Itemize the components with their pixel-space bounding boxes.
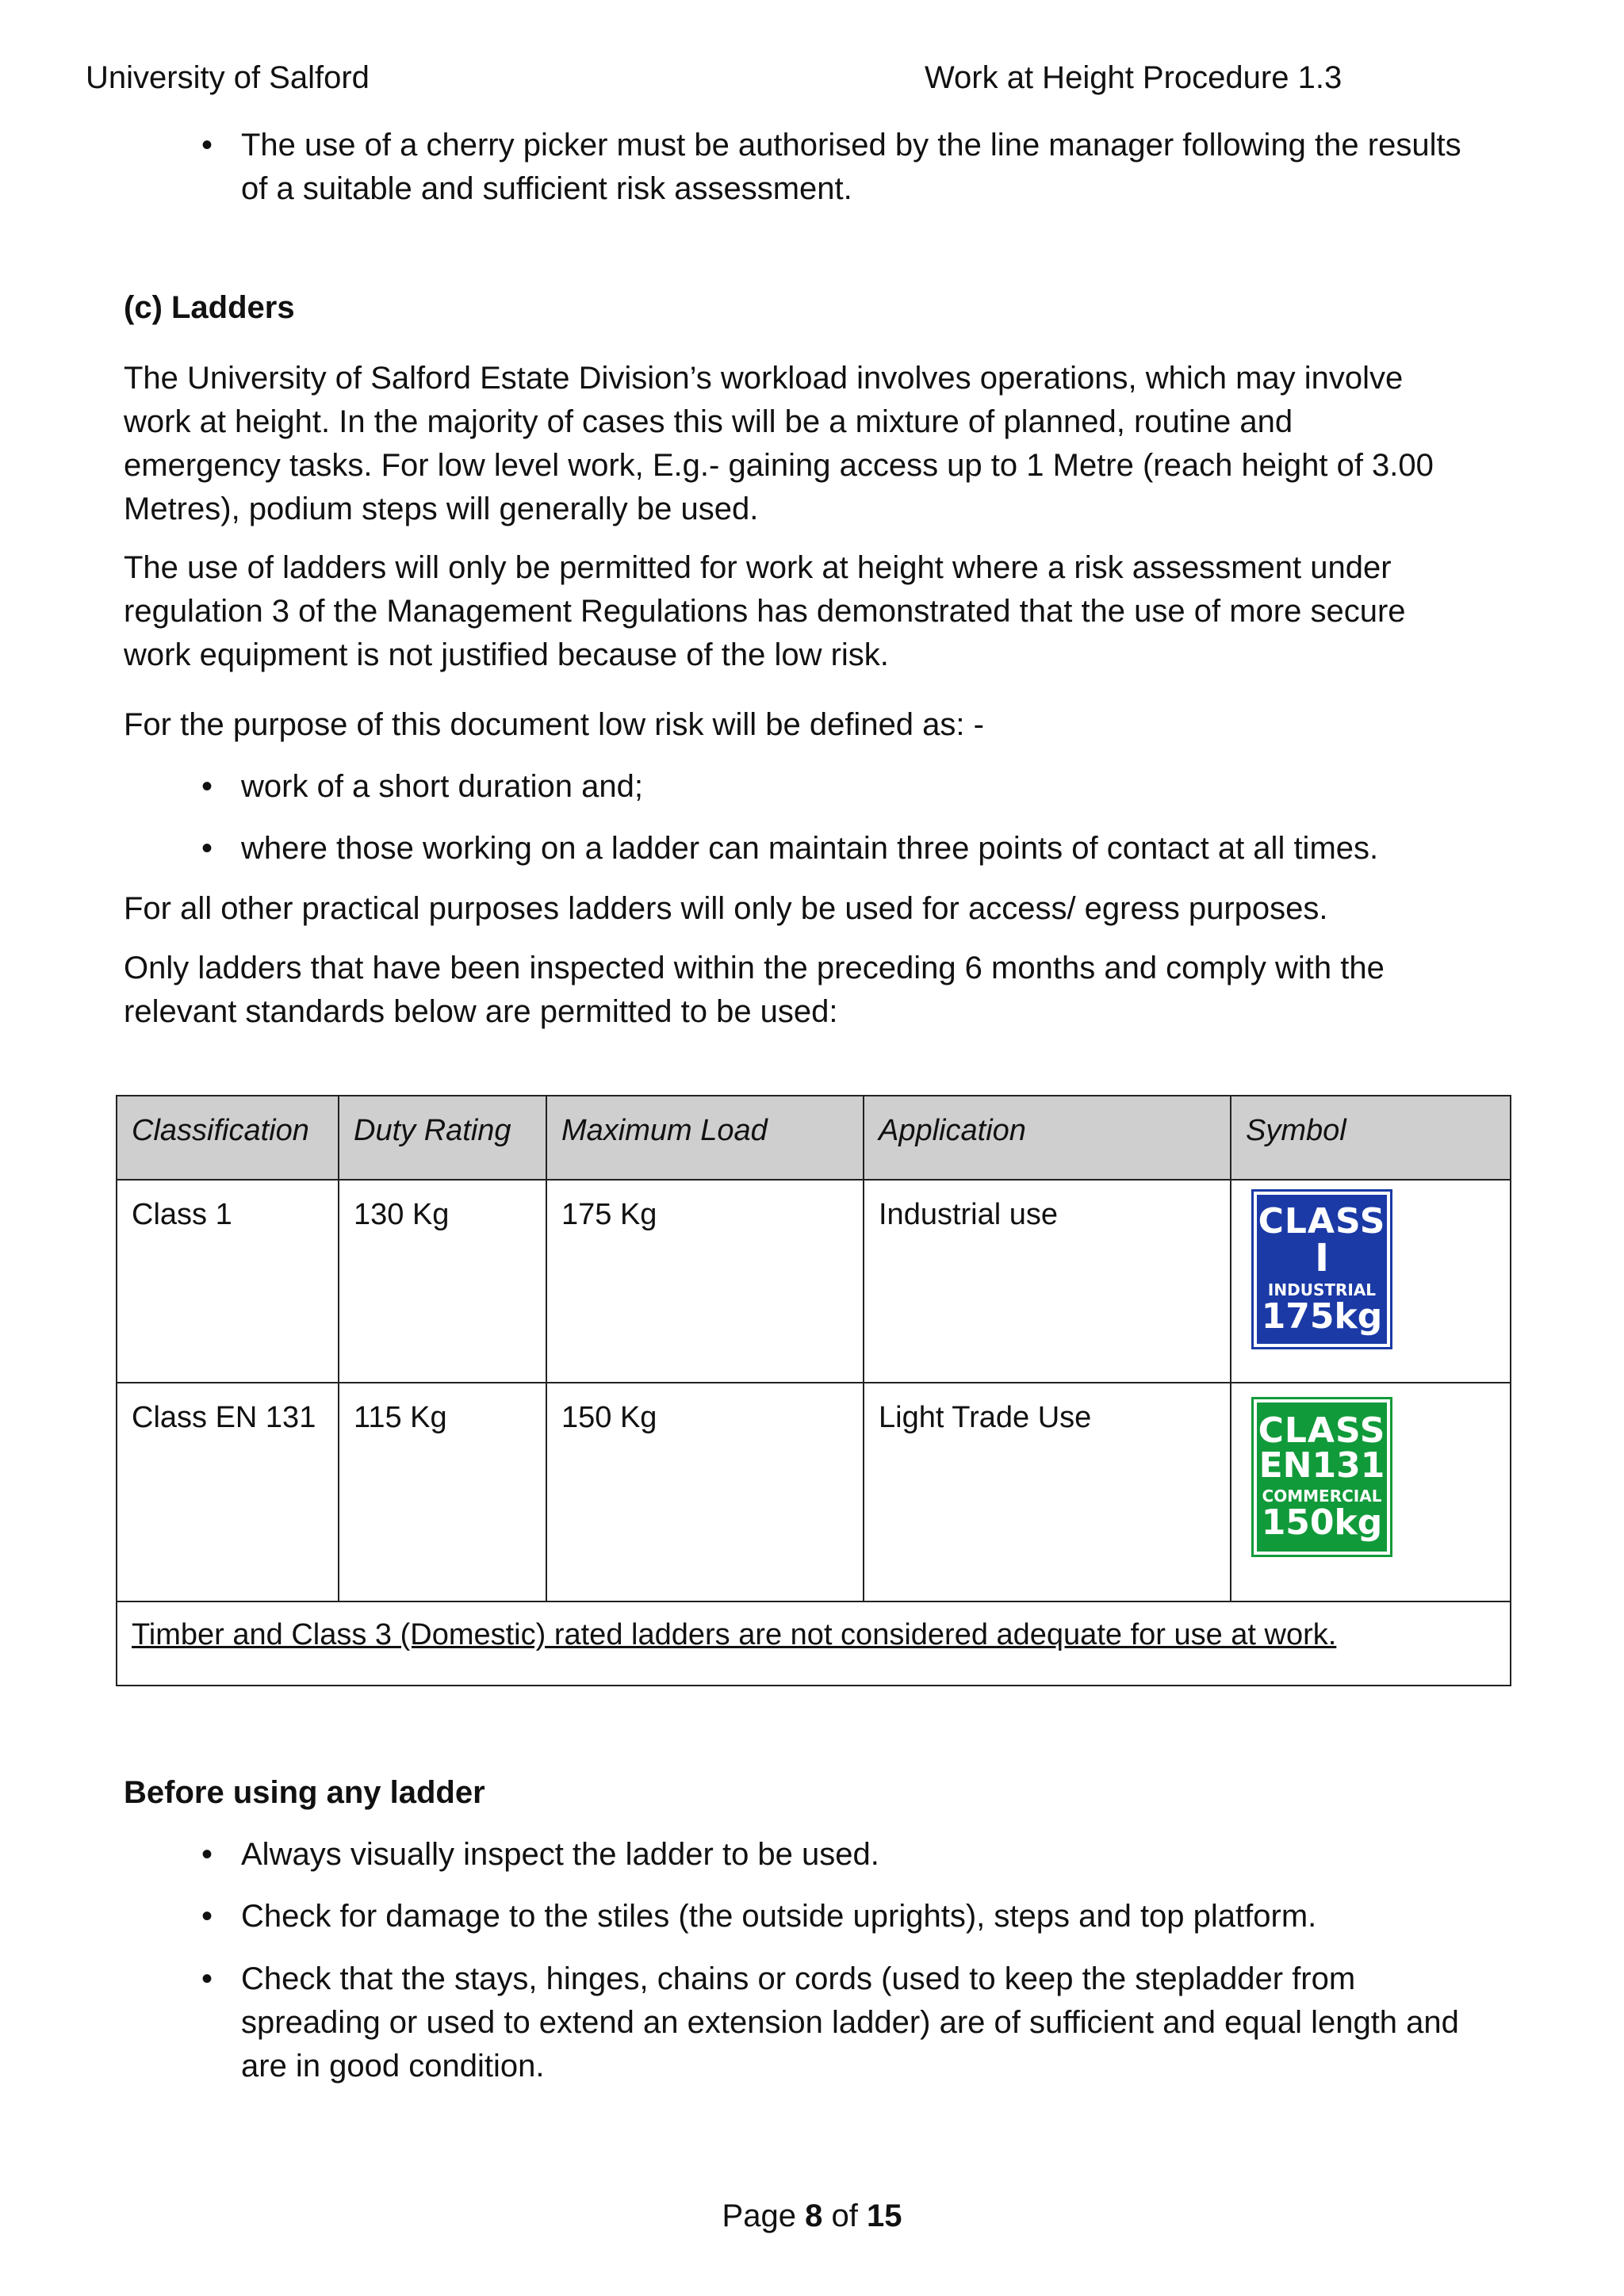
bullet-icon: • [201, 769, 213, 804]
bullet-icon: • [201, 128, 213, 163]
paragraph: For all other practical purposes ladders will only be used for access/ egress purposes. [124, 891, 1328, 926]
text-line: regulation 3 of the Management Regulations has demonstrated that the use of more secure [124, 594, 1406, 629]
class-en131-commercial-badge-icon [1254, 1399, 1390, 1555]
bullet-line: are in good condition. [241, 2049, 545, 2084]
column-header: Symbol [1231, 1096, 1511, 1180]
table-note: Timber and Class 3 (Domestic) rated ladders are not considered adequate for use at work. [117, 1601, 1511, 1686]
badge-line: I [1315, 1236, 1329, 1280]
page-total: 15 [866, 2198, 902, 2233]
bullet-text: work of a short duration and; [241, 769, 643, 804]
bullet-line: The use of a cherry picker must be authorised by the line manager following the results [241, 128, 1461, 163]
text-line: Metres), podium steps will generally be used. [124, 492, 759, 526]
bullet-line: Check that the stays, hinges, chains or cords (used to keep the stepladder from [241, 1961, 1356, 1996]
text-line: The use of ladders will only be permitted for work at height where a risk assessment under [124, 550, 1392, 585]
section-heading: (c) Ladders [124, 290, 295, 325]
column-header: Maximum Load [546, 1096, 864, 1180]
page-footer [0, 2198, 1624, 2234]
column-header: Application [864, 1096, 1231, 1180]
table-cell: Class 1 [117, 1180, 339, 1383]
table-row [117, 1180, 1511, 1383]
of-word: of [831, 2198, 858, 2233]
text-line: work at height. In the majority of cases this will be a mixture of planned, routine and [124, 404, 1293, 439]
table-header-row [117, 1096, 1511, 1180]
paragraph: For the purpose of this document low risk will be defined as: - [124, 707, 984, 742]
page-word: Page [722, 2198, 796, 2233]
table-cell: 150 Kg [546, 1383, 864, 1601]
class-1-industrial-badge-icon [1254, 1192, 1390, 1347]
table-cell: 175 Kg [546, 1180, 864, 1383]
badge-line: COMMERCIAL [1262, 1487, 1382, 1506]
badge-line: CLASS [1258, 1201, 1386, 1242]
badge-line: 175kg [1261, 1296, 1383, 1337]
ladder-classification-table [116, 1095, 1511, 1686]
paragraph [124, 357, 1434, 531]
table-note-row [117, 1601, 1511, 1686]
bullet-line: spreading or used to extend an extension ladder) are of sufficient and equal length and [241, 2005, 1459, 2040]
bullet-icon: • [201, 1837, 213, 1872]
text-line: work equipment is not justified because of the low risk. [124, 637, 889, 672]
header-left: University of Salford [86, 60, 370, 95]
table-cell: 130 Kg [339, 1180, 546, 1383]
badge-line: EN131 [1258, 1445, 1385, 1486]
bullet-text: where those working on a ladder can maintain three points of contact at all times. [241, 831, 1379, 866]
text-line: relevant standards below are permitted to be used: [124, 994, 838, 1029]
text-line: emergency tasks. For low level work, E.g.- gaining access up to 1 Metre (reach height of 3.00 [124, 448, 1434, 483]
table-cell: 115 Kg [339, 1383, 546, 1601]
bullet-text: Check for damage to the stiles (the outside uprights), steps and top platform. [241, 1899, 1317, 1934]
text-line: The University of Salford Estate Division’s workload involves operations, which may involve [124, 361, 1404, 396]
bullet-icon: • [201, 1899, 213, 1934]
table-row [117, 1383, 1511, 1601]
page-number: 8 [805, 2198, 823, 2233]
text-line: Only ladders that have been inspected within the preceding 6 months and comply with the [124, 951, 1385, 985]
paragraph [124, 947, 1385, 1034]
section-heading: Before using any ladder [124, 1775, 485, 1810]
bullet-icon: • [201, 1961, 213, 1996]
header-right: Work at Height Procedure 1.3 [925, 60, 1342, 95]
table-cell: Light Trade Use [864, 1383, 1231, 1601]
badge-line: INDUSTRIAL [1267, 1280, 1377, 1299]
badge-line: 150kg [1261, 1502, 1383, 1543]
table-cell: Industrial use [864, 1180, 1231, 1383]
bullet-icon: • [201, 831, 213, 866]
column-header: Classification [117, 1096, 339, 1180]
badge-line: CLASS [1258, 1410, 1386, 1451]
bullet-text: Always visually inspect the ladder to be used. [241, 1837, 879, 1872]
table-cell [1231, 1180, 1511, 1383]
table-cell: Class EN 131 [117, 1383, 339, 1601]
column-header: Duty Rating [339, 1096, 546, 1180]
bullet-line: of a suitable and sufficient risk assessment. [241, 171, 852, 206]
paragraph [124, 546, 1406, 677]
table-cell [1231, 1383, 1511, 1601]
